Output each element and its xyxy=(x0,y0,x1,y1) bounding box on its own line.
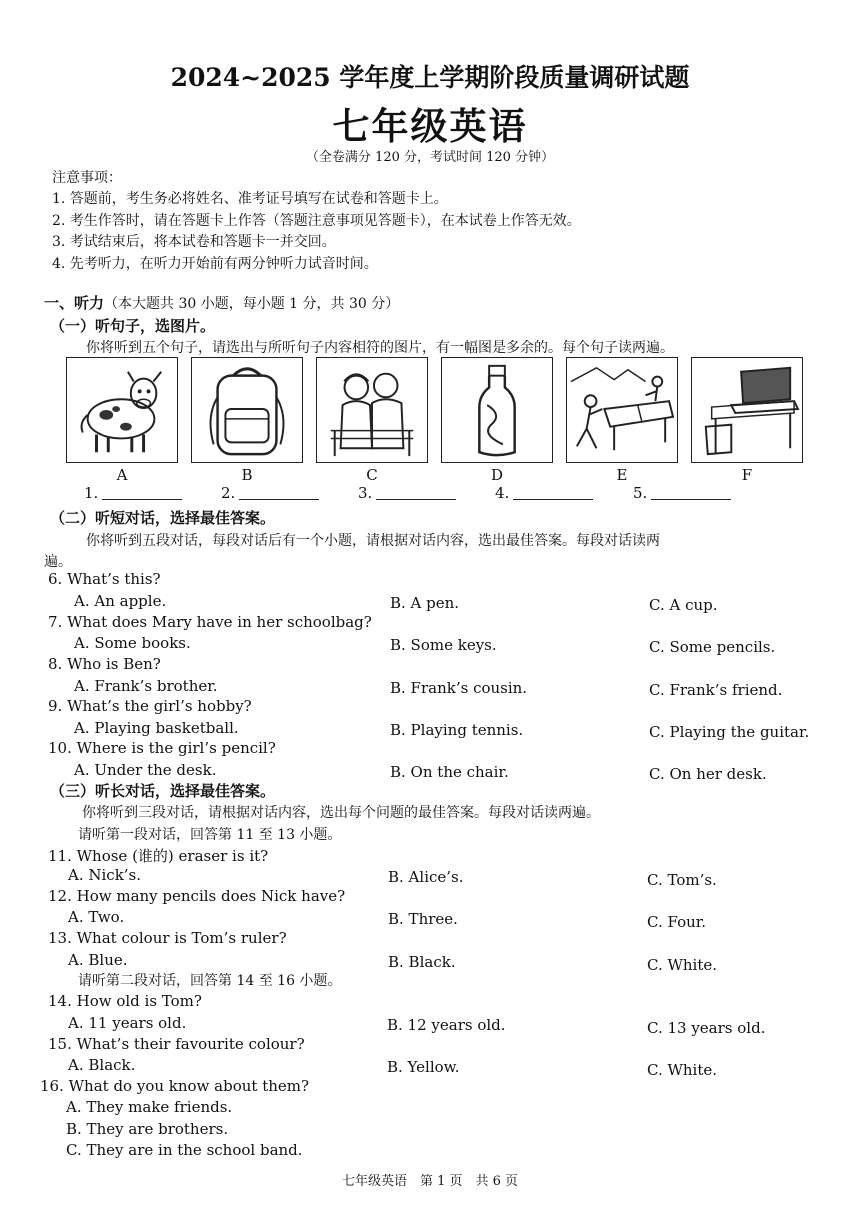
page-footer: 七年级英语 第 1 页 共 6 页 xyxy=(341,1174,519,1189)
subject-title: 七年级英语 xyxy=(332,104,528,148)
part2-instruction-cont: 遍。 xyxy=(44,554,72,570)
option-b[interactable]: B. Some keys. xyxy=(390,636,497,654)
note-item: 1. 答题前，考生务必将姓名、准考证号填写在试卷和答题卡上。 xyxy=(52,191,448,207)
exam-info: （全卷满分 120 分，考试时间 120 分钟） xyxy=(305,150,555,165)
option-a[interactable]: A. Playing basketball. xyxy=(74,719,239,737)
answer-blank[interactable] xyxy=(221,484,319,502)
picture-d xyxy=(441,357,553,463)
option-c[interactable]: C. Tom’s. xyxy=(647,871,717,889)
option-c[interactable]: C. White. xyxy=(647,1061,718,1079)
picture-label: D xyxy=(490,466,504,484)
question: 13. What colour is Tom’s ruler? xyxy=(48,929,287,947)
option-c[interactable]: C. Four. xyxy=(647,913,707,931)
question: 14. How old is Tom? xyxy=(48,992,202,1010)
answer-blank[interactable] xyxy=(495,484,593,502)
option-a[interactable]: A. Blue. xyxy=(68,951,128,969)
option-b[interactable]: B. Yellow. xyxy=(387,1058,460,1076)
picture-label: A xyxy=(116,466,128,484)
option-b[interactable]: B. Three. xyxy=(388,910,458,928)
blank-number: 2. xyxy=(221,484,236,502)
notes-heading: 注意事项： xyxy=(52,170,122,186)
question: 15. What’s their favourite colour? xyxy=(48,1035,305,1053)
question: 10. Where is the girl’s pencil? xyxy=(48,739,276,757)
blank-number: 1. xyxy=(84,484,99,502)
option-b[interactable]: B. Black. xyxy=(388,953,456,971)
option-a[interactable]: A. An apple. xyxy=(74,592,167,610)
question: 12. How many pencils does Nick have? xyxy=(48,887,346,905)
blank-number: 3. xyxy=(358,484,373,502)
exam-title: 2024~2025 学年度上学期阶段质量调研试题 xyxy=(170,63,690,92)
option-a[interactable]: A. Nick’s. xyxy=(68,866,142,884)
section-note: （本大题共 30 小题，每小题 1 分，共 30 分） xyxy=(104,296,400,312)
option-b[interactable]: B. Frank’s cousin. xyxy=(390,679,528,697)
option-b[interactable]: B. A pen. xyxy=(390,594,460,612)
question: 8. Who is Ben? xyxy=(48,655,161,673)
part3-instruction: 你将听到三段对话，请根据对话内容，选出每个问题的最佳答案。每段对话读两遍。 xyxy=(82,805,600,821)
picture-b xyxy=(191,357,303,463)
answer-blank[interactable] xyxy=(633,484,731,502)
option-a[interactable]: A. Under the desk. xyxy=(74,761,217,779)
option-b[interactable]: B. 12 years old. xyxy=(387,1016,506,1034)
option-c[interactable]: C. White. xyxy=(647,956,718,974)
option-c[interactable]: C. They are in the school band. xyxy=(66,1141,303,1159)
section-title: 一、听力 xyxy=(44,294,105,312)
question: 9. What’s the girl’s hobby? xyxy=(48,697,252,715)
option-b[interactable]: B. Playing tennis. xyxy=(390,721,524,739)
part2-instruction: 你将听到五段对话，每段对话后有一个小题，请根据对话内容，选出最佳答案。每段对话读两 xyxy=(86,533,660,549)
option-a[interactable]: A. Some books. xyxy=(74,634,191,652)
note-item: 3. 考试结束后，将本试卷和答题卡一并交回。 xyxy=(52,234,336,250)
cow-icon xyxy=(67,358,177,462)
picture-e xyxy=(566,357,678,463)
picture-a xyxy=(66,357,178,463)
option-a[interactable]: A. Two. xyxy=(68,908,125,926)
option-a[interactable]: A. 11 years old. xyxy=(68,1014,187,1032)
picture-label: E xyxy=(616,466,628,484)
note-item: 4. 先考听力，在听力开始前有两分钟听力试音时间。 xyxy=(52,256,378,272)
question: 16. What do you know about them? xyxy=(40,1077,310,1095)
option-c[interactable]: C. Some pencils. xyxy=(649,638,776,656)
option-c[interactable]: C. A cup. xyxy=(649,596,718,614)
ping-pong-icon xyxy=(567,358,677,462)
dialog-instruction: 请听第二段对话，回答第 14 至 16 小题。 xyxy=(78,973,342,989)
laptop-desk-icon xyxy=(692,358,802,462)
option-b[interactable]: B. They are brothers. xyxy=(66,1120,229,1138)
picture-f xyxy=(691,357,803,463)
option-a[interactable]: A. Frank’s brother. xyxy=(74,677,218,695)
grandparents-icon xyxy=(317,358,427,462)
part1-heading: （一）听句子，选图片。 xyxy=(50,317,216,335)
part3-heading: （三）听长对话，选择最佳答案。 xyxy=(50,782,276,800)
section-heading xyxy=(44,292,399,313)
option-c[interactable]: C. Playing the guitar. xyxy=(649,723,810,741)
part2-heading: （二）听短对话，选择最佳答案。 xyxy=(50,509,276,527)
question: 7. What does Mary have in her schoolbag? xyxy=(48,613,372,631)
schoolbag-icon xyxy=(192,358,302,462)
dialog-instruction: 请听第一段对话，回答第 11 至 13 小题。 xyxy=(78,827,342,843)
part1-instruction: 你将听到五个句子，请选出与所听句子内容相符的图片，有一幅图是多余的。每个句子读两遍。 xyxy=(86,340,674,356)
option-a[interactable]: A. Black. xyxy=(68,1056,136,1074)
option-c[interactable]: C. On her desk. xyxy=(649,765,767,783)
bottle-icon xyxy=(442,358,552,462)
option-b[interactable]: B. On the chair. xyxy=(390,763,509,781)
question: 6. What’s this? xyxy=(48,570,161,588)
answer-blank[interactable] xyxy=(84,484,182,502)
blank-number: 4. xyxy=(495,484,510,502)
picture-label: B xyxy=(241,466,253,484)
note-item: 2. 考生作答时，请在答题卡上作答（答题注意事项见答题卡），在本试卷上作答无效。 xyxy=(52,213,581,229)
option-a[interactable]: A. They make friends. xyxy=(66,1098,233,1116)
option-b[interactable]: B. Alice’s. xyxy=(388,868,464,886)
question: 11. Whose (谁的) eraser is it? xyxy=(48,847,269,865)
blank-number: 5. xyxy=(633,484,648,502)
picture-c xyxy=(316,357,428,463)
picture-label: C xyxy=(366,466,378,484)
picture-label: F xyxy=(741,466,753,484)
option-c[interactable]: C. Frank’s friend. xyxy=(649,681,783,699)
option-c[interactable]: C. 13 years old. xyxy=(647,1019,766,1037)
answer-blank[interactable] xyxy=(358,484,456,502)
